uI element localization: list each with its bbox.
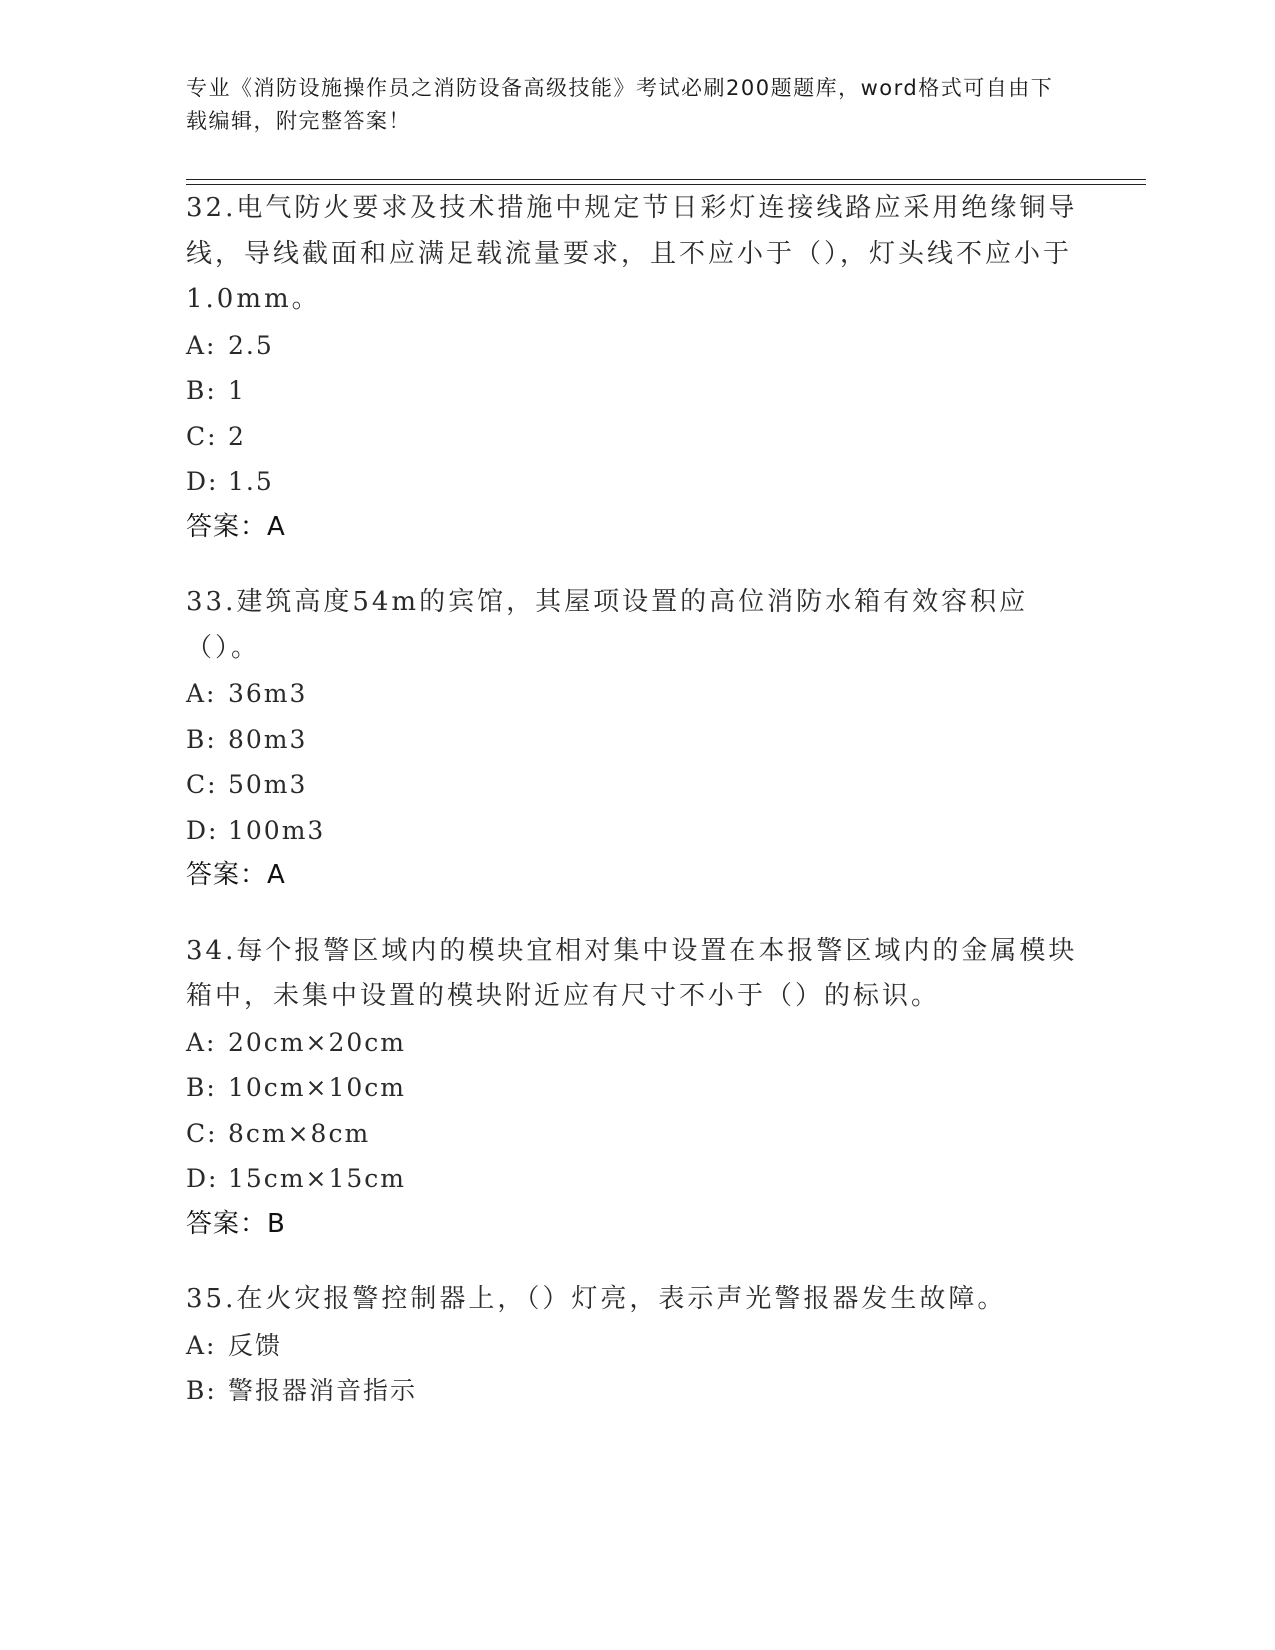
option-key: A: (186, 1027, 217, 1057)
option-text: 36m3 (228, 679, 308, 708)
question-35 (186, 1277, 1086, 1414)
question-stem: 32.电气防火要求及技术措施中规定节日彩灯连接线路应采用绝缘铜导线，导线截面和应满足载流量要求，且不应小于（），灯头线不应小于1.0mm。 (186, 193, 1078, 314)
option-d (186, 1156, 1086, 1202)
option-a (186, 671, 1086, 717)
option-key: B: (186, 724, 217, 754)
option-text: 80m3 (228, 724, 308, 754)
option-text: 15cm×15cm (228, 1164, 406, 1193)
option-c (186, 762, 1086, 808)
option-text: 1.5 (228, 467, 274, 496)
answer-line: 答案：A (186, 860, 286, 890)
option-d (186, 808, 1086, 854)
question-stem: 33.建筑高度54m的宾馆，其屋项设置的高位消防水箱有效容积应（）。 (186, 587, 1029, 663)
option-a (186, 1323, 1086, 1369)
option-key: C: (186, 770, 218, 799)
option-a (186, 1020, 1086, 1066)
option-key: A: (186, 1330, 217, 1360)
option-text: 1 (228, 376, 246, 405)
question-33 (186, 580, 1086, 899)
option-key: D: (186, 815, 219, 845)
option-a (186, 323, 1086, 369)
option-text: 2 (228, 421, 246, 451)
option-b (186, 1065, 1086, 1111)
option-key: D: (186, 1164, 219, 1193)
option-text: 8cm×8cm (228, 1118, 371, 1148)
document-header: 专业《消防设施操作员之消防设备高级技能》考试必刷200题题库，word格式可自由下载编辑，附完整答案！ (186, 76, 1054, 133)
option-key: B: (186, 1376, 217, 1405)
option-c (186, 414, 1086, 460)
option-text: 20cm×20cm (228, 1027, 406, 1057)
option-text: 50m3 (228, 770, 308, 799)
header-rule-bottom (186, 184, 1146, 185)
option-b (186, 1368, 1086, 1414)
answer-line: 答案：B (186, 1208, 286, 1239)
option-text: 100m3 (228, 815, 326, 845)
option-text: 10cm×10cm (228, 1073, 406, 1102)
question-34 (186, 929, 1086, 1248)
option-key: C: (186, 421, 218, 451)
option-key: A: (186, 330, 217, 360)
question-stem: 34.每个报警区域内的模块宜相对集中设置在本报警区域内的金属模块箱中，未集中设置的模块附近应有尺寸不小于（）的标识。 (186, 935, 1078, 1011)
header-rule-top (186, 179, 1146, 180)
answer-line: 答案：A (186, 511, 286, 542)
option-key: B: (186, 376, 217, 405)
question-list (186, 186, 1086, 1444)
option-text: 警报器消音指示 (228, 1376, 418, 1405)
option-b (186, 368, 1086, 414)
option-text: 2.5 (228, 330, 274, 360)
option-c (186, 1111, 1086, 1157)
option-d (186, 459, 1086, 505)
option-key: A: (186, 679, 217, 708)
option-key: D: (186, 467, 219, 496)
option-key: B: (186, 1073, 217, 1102)
option-b (186, 717, 1086, 763)
question-stem: 35.在火灾报警控制器上，（）灯亮，表示声光警报器发生故障。 (186, 1284, 1007, 1314)
option-key: C: (186, 1118, 218, 1148)
option-text: 反馈 (228, 1330, 283, 1360)
question-32 (186, 186, 1086, 550)
